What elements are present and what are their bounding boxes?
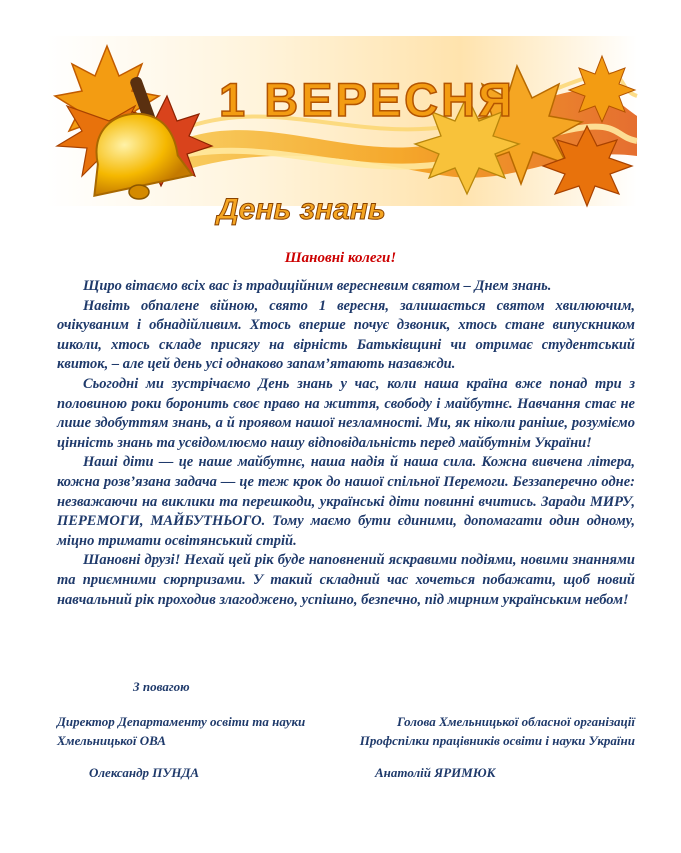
regards-text: З повагою — [133, 679, 190, 694]
signature-left-name: Олександр ПУНДА — [89, 765, 200, 780]
signature-right-line1: Голова Хмельницької обласної організації — [396, 714, 635, 729]
signature-right-title — [360, 712, 635, 750]
signature-left-title — [57, 712, 305, 750]
banner-subtitle: День знань — [217, 193, 386, 226]
signature-right-line2: Профспілки працівників освіти і науки України — [359, 733, 635, 748]
paragraph: Навіть обпалене війною, свято 1 вересня, залишається святом хвилюючим, очікуваним і обнадійливим. Хтось вперше почує дзвоник, хтось стане випускником школи, хтось складе присягу на вірність Батьківщині чи отримає студентський квиток, – але цей день усі однаково запам’ятають назавжди. — [57, 297, 635, 373]
signature-left-line1: Директор Департаменту освіти та науки — [57, 714, 306, 729]
letter-greeting: Шановні колеги! — [284, 250, 397, 266]
signature-left-line2: Хмельницької ОВА — [57, 733, 166, 748]
paragraph: Наші діти — це наше майбутнє, наша надія й наша сила. Кожна вивчена літера, кожна розв’язана задача — це теж крок до нашої спільної Перемоги. Беззаперечно одне: незважаючи на виклики та перешкоди, українські діти повинні вчитись. Заради МИРУ, ПЕРЕМОГИ, МАЙБУТНЬОГО. Тому маємо бути єдиними, допомагати один одному, міцно тримати освітянський стрій. — [57, 454, 635, 549]
letter-body — [57, 277, 635, 610]
paragraph: Сьогодні ми зустрічаємо День знань у час, коли наша країна вже понад три з половиною роки боронить своє право на життя, свободу і майбутнє. Навчання стає не лише здобуттям знань, а й проявом нашої незламності. Ми, як ніколи раніше, розуміємо цінність знань та усвідомлюємо нашу відповідальність перед майбутнім України! — [57, 375, 635, 451]
paragraph: Шановні друзі! Нехай цей рік буде наповнений яскравими подіями, новими знаннями та приємними сюрпризами. У такий складний час хочеться побажати, щоб новий навчальний рік проходив злагоджено, успішно, безпечно, під мирним українським небом! — [57, 552, 635, 608]
banner — [47, 36, 637, 226]
signature-right-name: Анатолій ЯРИМЮК — [375, 765, 496, 780]
paragraph: Щиро вітаємо всіх вас із традиційним вересневим святом – Днем знань. — [83, 278, 552, 294]
banner-title: 1 ВЕРЕСНЯ — [219, 73, 515, 126]
